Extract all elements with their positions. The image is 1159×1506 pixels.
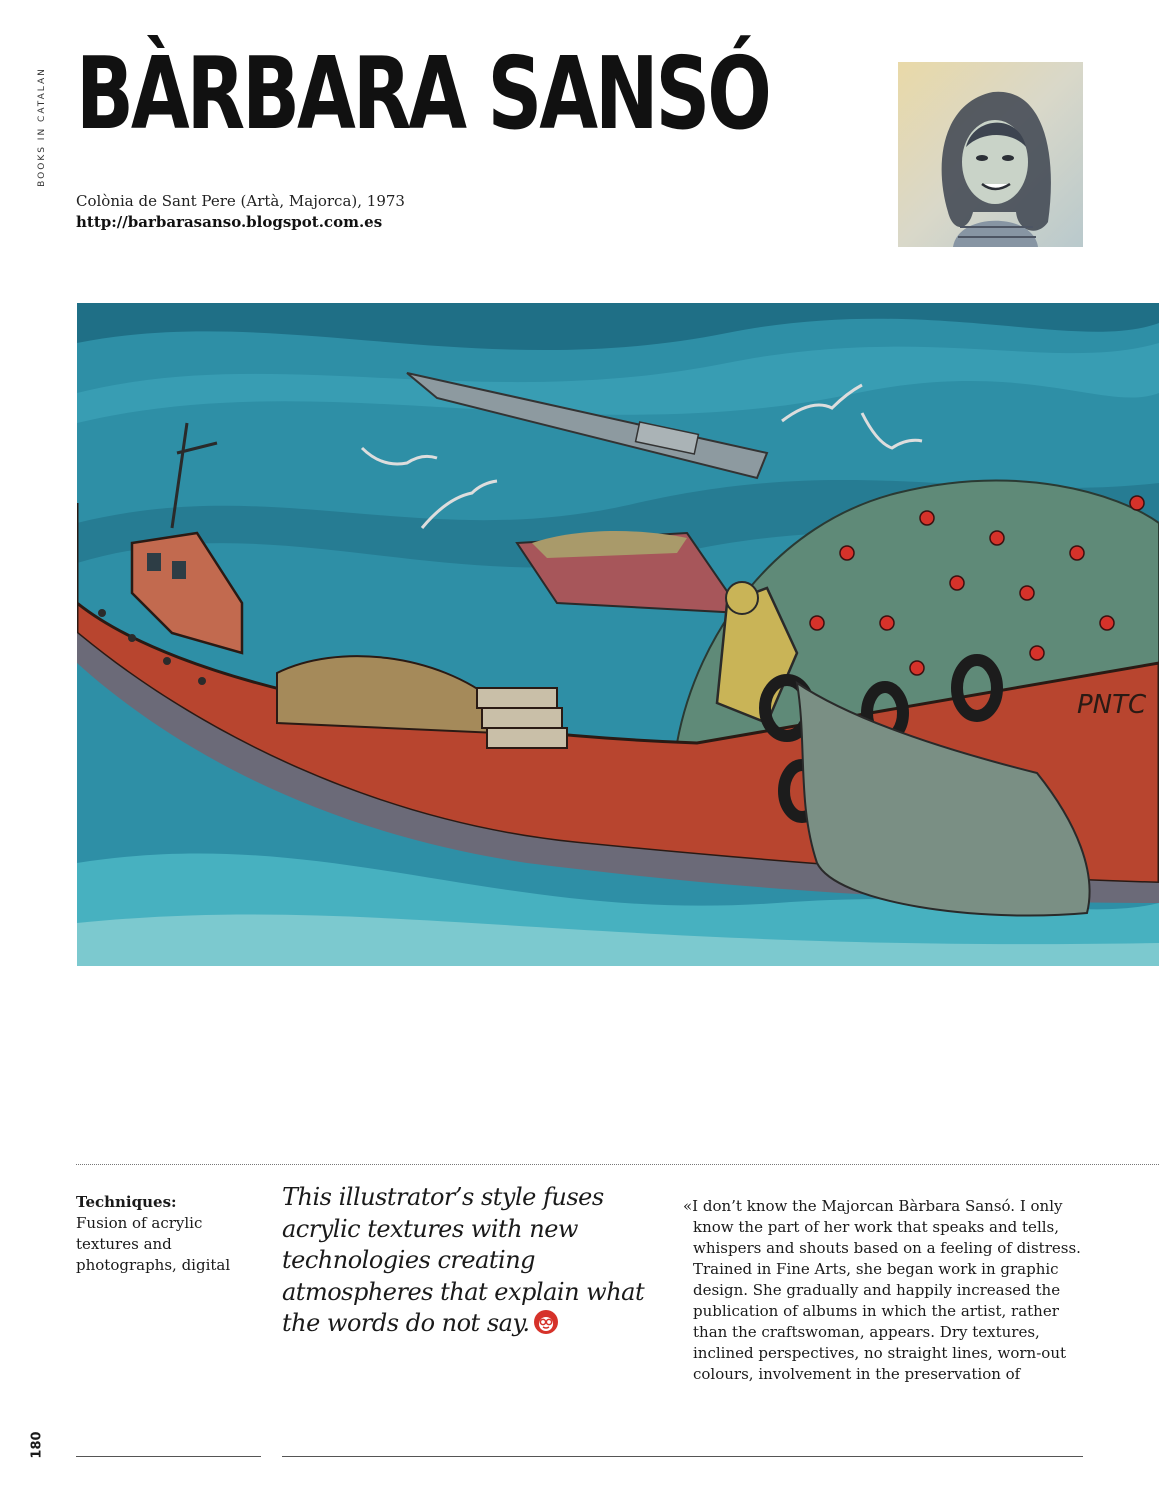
- bottom-rule-right: [282, 1456, 1083, 1457]
- artist-name: BÀRBARA SANSÓ: [76, 35, 769, 152]
- face-logo-icon: [533, 1309, 559, 1335]
- section-label: BOOKS IN CATALAN: [37, 67, 47, 187]
- boat-lettering: PNTC: [1077, 690, 1147, 720]
- body-text: «I don’t know the Majorcan Bàrbara Sansó. I only know the part of her work that speaks and tells, whispers and shouts based on a feeling of distress. Trained in Fine Arts, she began work in graphic design. She gradually and happily increased the publication of albums in which the artist, rather than the craftswoman, appears. Dry textures, inclined perspectives, no straight lines, worn-out colours, involvement in the preservation of: [683, 1197, 1081, 1383]
- artist-website-link[interactable]: http://barbarasanso.blogspot.com.es: [76, 213, 383, 231]
- bottom-rule-left: [76, 1456, 261, 1457]
- artist-portrait: [898, 62, 1083, 247]
- page-number: 180: [29, 1431, 45, 1459]
- techniques-label: Techniques:: [76, 1193, 177, 1211]
- top-dotted-rule: [76, 1164, 1159, 1165]
- pull-quote-text: This illustrator’s style fuses acrylic textures with new technologies creating atmospheres that explain what the words do not say.: [282, 1183, 645, 1337]
- boat-illustration: [77, 303, 1159, 966]
- pull-quote: [282, 1182, 682, 1340]
- techniques-text: Fusion of acrylic textures and photographs, digital: [76, 1214, 231, 1274]
- artist-origin: Colònia de Sant Pere (Artà, Majorca), 1973: [76, 192, 405, 210]
